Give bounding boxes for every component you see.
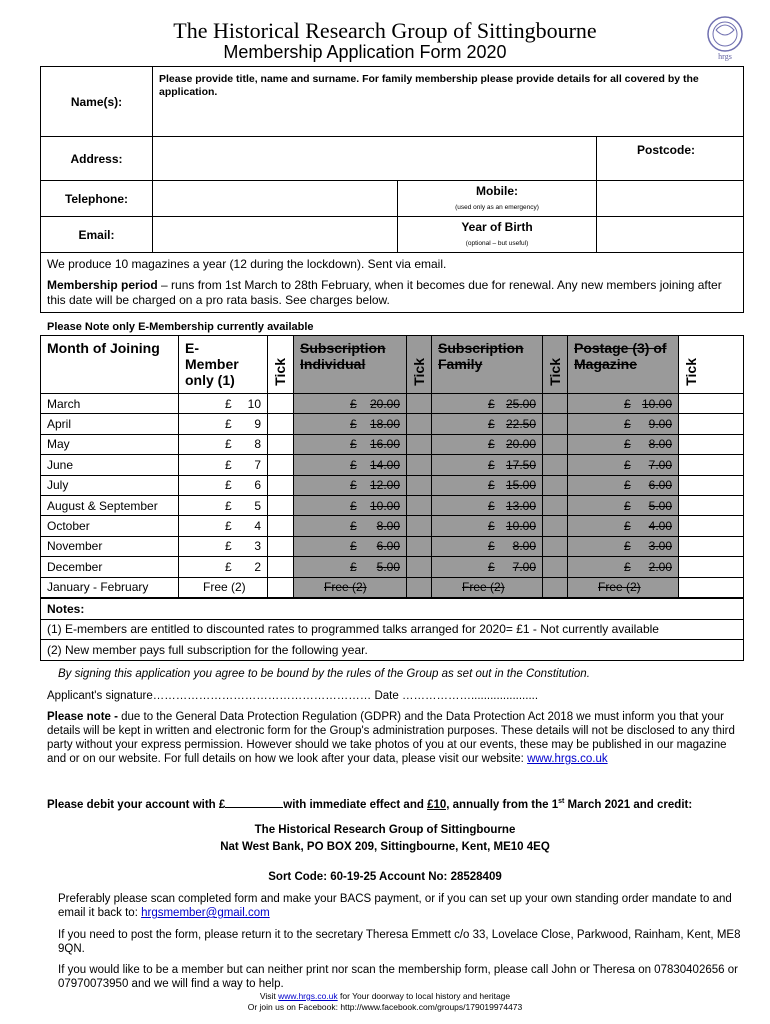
month-header: Month of Joining [41,336,179,394]
tick-box[interactable] [679,434,744,454]
family-fee: Free (2) [432,577,543,597]
fee-row [41,434,744,454]
debit-sup: st [558,798,565,805]
tick-box[interactable] [543,394,568,414]
postage-fee: £ 10.00 [568,394,679,414]
facebook-line: Or join us on Facebook: http://www.facebook.com/groups/179019974473 [247,1002,523,1012]
tick-box[interactable] [543,414,568,434]
fee-row [41,536,744,556]
scan-instructions [58,892,743,920]
postage-fee: £ 6.00 [568,475,679,495]
emembership-note: Please Note only E-Membership currently available [47,321,314,333]
tick-label: Tick [547,358,563,386]
individual-fee: £ 6.00 [294,536,407,556]
emember-fee: £ 7 [179,455,268,475]
signature-line[interactable]: Applicant's signature………………………………………………… Date ………………..................... [47,690,539,702]
tick-box[interactable] [268,475,294,495]
tick-box[interactable] [407,577,432,597]
family-fee: £ 8.00 [432,536,543,556]
tick-box[interactable] [543,434,568,454]
email-label: Email: [41,217,153,253]
telephone-field[interactable] [153,181,398,217]
family-fee: £ 20.00 [432,434,543,454]
tick-box[interactable] [407,394,432,414]
tick-box[interactable] [679,455,744,475]
month-cell: May [41,434,179,454]
month-cell: December [41,557,179,577]
address-field[interactable] [153,137,597,181]
signing-text: By signing this application you agree to be bound by the rules of the Group as set out in the Constitution. [58,668,590,680]
tick-box[interactable] [543,455,568,475]
postcode-field[interactable] [597,137,744,181]
fee-row [41,495,744,515]
tick-box[interactable] [407,495,432,515]
emember-fee: £ 10 [179,394,268,414]
mobile-field[interactable] [597,181,744,217]
tick-header-1 [268,336,294,394]
names-field[interactable] [153,67,744,137]
postage-fee: £ 8.00 [568,434,679,454]
month-cell: April [41,414,179,434]
mobile-label-cell [398,181,597,217]
page-subtitle: Membership Application Form 2020 [223,42,507,62]
emember-fee: £ 9 [179,414,268,434]
tick-box[interactable] [679,557,744,577]
family-fee: £ 17.50 [432,455,543,475]
emember-fee: £ 8 [179,434,268,454]
tick-label: Tick [683,358,699,386]
tick-box[interactable] [268,434,294,454]
tick-box[interactable] [407,455,432,475]
month-cell: July [41,475,179,495]
sort-code: Sort Code: 60-19-25 Account No: 28528409 [268,871,502,883]
tick-box[interactable] [543,495,568,515]
emember-fee: £ 3 [179,536,268,556]
membership-info [41,253,744,313]
note-1: (1) E-members are entitled to discounted rates to programmed talks arranged for 2020= £1 - Not currently available [41,619,744,640]
gdpr-text: due to the General Data Protection Regulation (GDPR) and the Data Protection Act 2018 we must inform you that your details will be kept in written and electronic form for the Group's administration purposes. These details will not be disclosed to any third party without your express permission. However should we take photos of you at our events, these may be published in our magazine and or on our website. For full details on how we look after your data, please visit our website: [47,711,735,765]
tick-header-3 [543,336,568,394]
period-label: Membership period [47,278,158,292]
emember-header: E-Member only (1) [179,336,268,394]
individual-fee: £ 18.00 [294,414,407,434]
postage-fee: £ 4.00 [568,516,679,536]
magazines-text: We produce 10 magazines a year (12 during the lockdown). Sent via email. [47,257,447,271]
postage-fee: £ 7.00 [568,455,679,475]
email-field[interactable] [153,217,398,253]
notes-title: Notes: [41,599,744,620]
tick-box[interactable] [268,516,294,536]
month-cell: October [41,516,179,536]
tick-box[interactable] [543,536,568,556]
month-cell: March [41,394,179,414]
individual-fee: £ 12.00 [294,475,407,495]
visit-line [0,991,770,1002]
telephone-label: Telephone: [41,181,153,217]
applicant-details-table [40,66,744,313]
visit-a: Visit [259,991,279,1001]
tick-box[interactable] [268,394,294,414]
page-title: The Historical Research Group of Sittingbourne [173,18,597,43]
individual-fee: £ 10.00 [294,495,407,515]
fee-row [41,516,744,536]
yob-note: (optional – but useful) [465,240,529,247]
postage-fee: Free (2) [568,577,679,597]
family-fee: £ 7.00 [432,557,543,577]
tick-box[interactable] [679,394,744,414]
tick-box[interactable] [407,536,432,556]
bank-address: Nat West Bank, PO BOX 209, Sittingbourne, Kent, ME10 4EQ [220,841,550,853]
names-hint: Please provide title, name and surname. For family membership please provide details for all covered by the application. [159,73,699,98]
mobile-label: Mobile: [476,184,518,198]
address-label: Address: [41,137,153,181]
postcode-label: Postcode: [637,143,696,157]
post-instructions: If you need to post the form, please return it to the secretary Theresa Emmett c/o 33, Lovelace Close, Parkwood, Rainham, Kent, ME8 9QN. [58,929,741,955]
tick-box[interactable] [268,414,294,434]
debit-d: March 2021 and credit: [564,798,693,811]
postage-header: Postage (3) of Magazine [568,336,679,394]
family-fee: £ 13.00 [432,495,543,515]
yob-label: Year of Birth [461,220,533,234]
yob-field[interactable] [597,217,744,253]
postage-fee: £ 2.00 [568,557,679,577]
tick-box[interactable] [543,475,568,495]
tick-box[interactable] [407,516,432,536]
tick-box[interactable] [268,536,294,556]
emember-fee: £ 5 [179,495,268,515]
visit-b: for Your doorway to local history and heritage [337,991,511,1001]
fees-table [40,335,744,598]
fee-row [41,475,744,495]
visit-link[interactable]: www.hrgs.co.uk [278,991,338,1001]
scan-text: Preferably please scan completed form and make your BACS payment, or if you can set up your own standing order mandate to and email it back to: [58,893,732,919]
email-link[interactable]: hrgsmember@gmail.com [141,907,270,919]
tick-box[interactable] [268,495,294,515]
fee-row [41,394,744,414]
individual-fee: £ 20.00 [294,394,407,414]
bank-name: The Historical Research Group of Sittingbourne [254,824,516,836]
gdpr-notice [47,710,737,766]
family-fee: £ 25.00 [432,394,543,414]
family-fee: £ 10.00 [432,516,543,536]
individual-fee: £ 16.00 [294,434,407,454]
emember-fee: £ 4 [179,516,268,536]
phone-instructions: If you would like to be a member but can neither print nor scan the membership form, please call John or Theresa on 07830402656 or 07970073950 and we will find a way to help. [58,964,738,990]
month-cell: June [41,455,179,475]
tick-box[interactable] [679,414,744,434]
tick-label: Tick [411,358,427,386]
tick-label: Tick [272,358,288,386]
tick-box[interactable] [268,577,294,597]
family-header: Subscription Family [432,336,543,394]
individual-fee: £ 8.00 [294,516,407,536]
tick-box[interactable] [679,536,744,556]
postage-fee: £ 3.00 [568,536,679,556]
tick-box[interactable] [268,455,294,475]
fee-row [41,557,744,577]
tick-box[interactable] [407,434,432,454]
individual-fee: Free (2) [294,577,407,597]
postage-fee: £ 5.00 [568,495,679,515]
tick-box[interactable] [679,577,744,597]
individual-header: Subscription Individual [294,336,407,394]
family-fee: £ 22.50 [432,414,543,434]
month-cell: August & September [41,495,179,515]
tick-box[interactable] [543,577,568,597]
month-cell: November [41,536,179,556]
postage-fee: £ 9.00 [568,414,679,434]
period-text: – runs from 1st March to 28th February, when it becomes due for renewal. Any new members joining after this date will be charged on a pro rata basis. See charges below. [47,278,722,307]
tick-box[interactable] [679,475,744,495]
emember-fee: £ 2 [179,557,268,577]
tick-box[interactable] [268,557,294,577]
tick-box[interactable] [407,557,432,577]
note-2: (2) New member pays full subscription for the following year. [41,640,744,661]
emember-fee: Free (2) [179,577,268,597]
tick-box[interactable] [407,475,432,495]
website-link[interactable]: www.hrgs.co.uk [527,753,608,765]
fee-row [41,455,744,475]
tick-box[interactable] [543,516,568,536]
family-fee: £ 15.00 [432,475,543,495]
tick-box[interactable] [407,414,432,434]
tick-box[interactable] [679,516,744,536]
names-label: Name(s): [41,67,153,137]
debit-a: Please debit your account with £ [47,798,226,811]
debit-instruction [47,795,737,812]
debit-amount-field[interactable] [225,807,283,808]
svg-text:hrgs: hrgs [718,52,732,61]
tick-box[interactable] [543,557,568,577]
tick-header-4 [679,336,744,394]
fee-row [41,414,744,434]
mobile-note: (used only as an emergency) [455,204,539,211]
hrgs-logo [704,14,746,62]
membership-period-text [47,278,737,308]
yob-label-cell [398,217,597,253]
month-cell: January - February [41,577,179,597]
notes-table [40,598,744,661]
individual-fee: £ 14.00 [294,455,407,475]
tick-box[interactable] [679,495,744,515]
fee-row [41,577,744,597]
debit-c: annually from the 1 [449,798,559,811]
individual-fee: £ 5.00 [294,557,407,577]
tick-header-2 [407,336,432,394]
gdpr-label: Please note - [47,711,122,723]
emember-fee: £ 6 [179,475,268,495]
debit-amount: £10, [427,798,450,811]
debit-b: with immediate effect and [283,798,428,811]
